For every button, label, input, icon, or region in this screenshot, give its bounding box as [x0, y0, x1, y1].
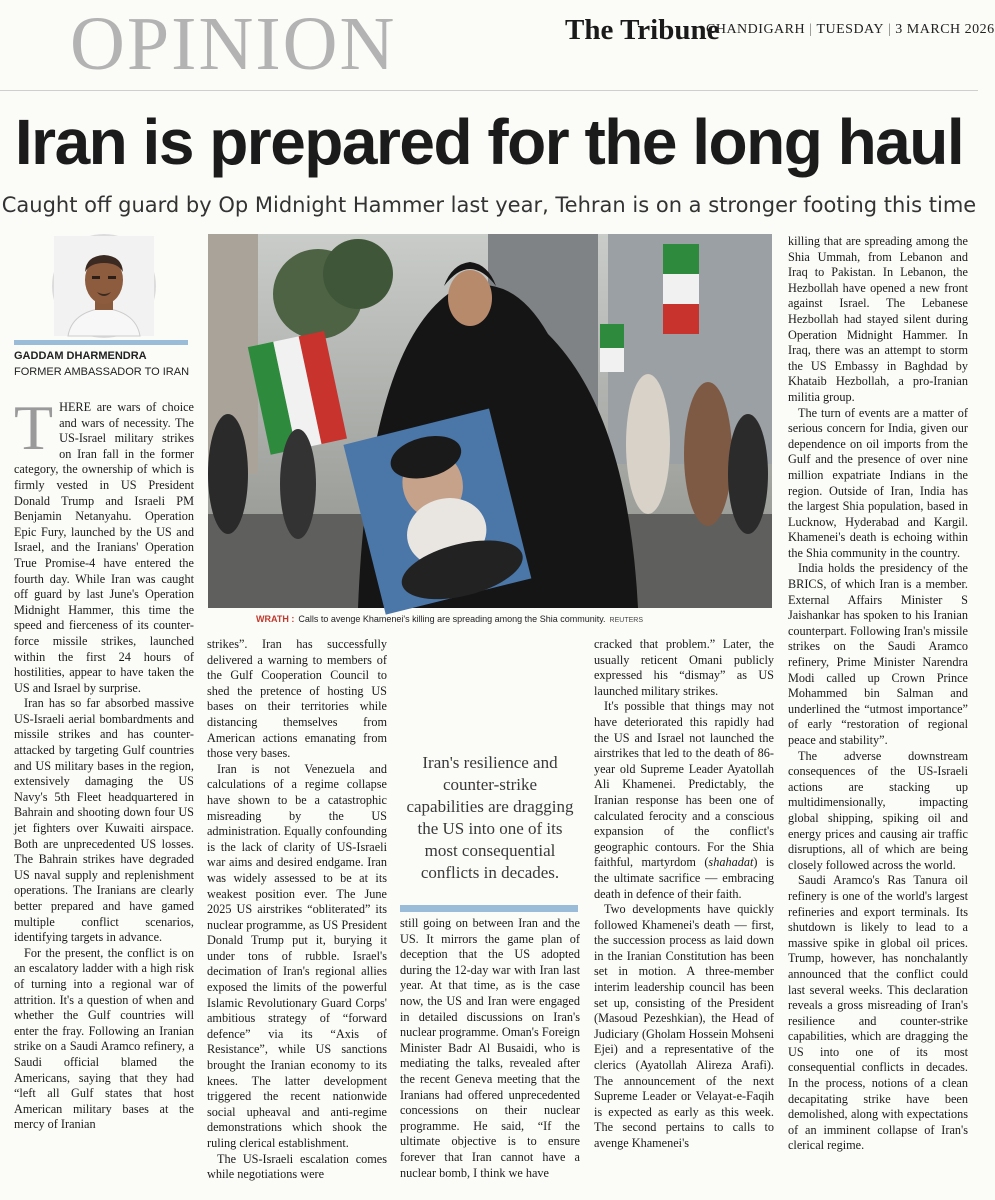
- paragraph: Two developments have quickly followed Khamenei's death — first, the succession process as laid down in the Iranian Constitution has been set in motion. A three-member interim leadership council has been set up, consisting of the President (Masoud Pezeshkian), the Head of Judiciary (Gholam Hossein Mohseni Ejei) and a representative of the clerics (Ayatollah Alireza Arafi). The announcement of the next Supreme Leader or Velayat-e-Faqih is expected as early as this week. The second pertains to calls to avenge Khamenei's: [594, 902, 774, 1150]
- photo-caption: [256, 611, 772, 629]
- article-column-3: [400, 916, 580, 1181]
- paragraph: The adverse downstream consequences of the US-Israeli actions are stacking up multidimensionally, impacting global shipping, spiking oil and energy prices and causing air traffic disruptions, all of which are being closely followed across the world.: [788, 748, 968, 872]
- paragraph: [14, 392, 194, 696]
- dateline: CHANDIGARH | TUESDAY | 3 MARCH 2026: [706, 22, 995, 37]
- caption-text: Calls to avenge Khamenei's killing are spreading among the Shia community.: [298, 614, 606, 624]
- author-role: FORMER AMBASSADOR TO IRAN: [14, 366, 190, 378]
- article-column-1: [14, 392, 194, 1133]
- paragraph-text: ) is the ultimate sacrifice — embracing death in defence of their faith.: [594, 855, 774, 901]
- article-column-2: [207, 637, 387, 1183]
- dateline-city: CHANDIGARH: [706, 22, 806, 37]
- paragraph: India holds the presidency of the BRICS, of which Iran is a member. External Affairs Minister S Jaishankar has spoken to his Iranian counterpart. Following Iran's missile strikes on the Saudi Aramco refinery, Prime Minister Narendra Modi called up Crown Prince Mohammed bin Salman and underlined the “utmost importance” of early “restoration of regional peace and stability”.: [788, 561, 968, 747]
- paragraph: Iran has so far absorbed massive US-Israeli aerial bombardments and missile strikes and has counter-attacked by targeting Gulf countries and US military bases in the region, extensively damaging the US Navy's 5th Fleet headquartered in Bahrain and shooting down four US jet fighters over Kuwaiti airspace. Both are unprecedented US losses. The Bahrain strikes have degraded US naval supply and replenishment operations. The Iranians are clearly better prepared and have gamed multiple conflict scenarios, identifying targets in advance.: [14, 696, 194, 945]
- paragraph: For the present, the conflict is on an escalatory ladder with a high risk of turning into a regional war of attrition. It's a question of when and whether the Gulf countries will enter the fray. Following an Iranian strike on a Saudi Aramco refinery, a Saudi official blamed the Americans, saying that they had “left all Gulf states that host American military bases at the mercy of Iranian: [14, 945, 194, 1132]
- paragraph: killing that are spreading among the Shia Ummah, from Lebanon and Iraq to Pakistan. In Lebanon, the Hezbollah have opened a new front against Israel. The Lebanese Hezbollah had stayed silent during Operation Midnight Hammer. In Iraq, there was an attempt to storm the US Embassy in Baghdad by Khataib Hezbollah, a pro-Iranian militia group.: [788, 234, 968, 404]
- dateline-date: 3 MARCH 2026: [895, 22, 995, 37]
- paragraph: strikes”. Iran has successfully delivered a warning to members of the Gulf Cooperation Council to shed the pretence of hosting US bases on their territories while distancing themselves from American actions emanating from those very bases.: [207, 637, 387, 761]
- author-divider: [14, 340, 188, 345]
- paragraph: cracked that problem.” Later, the usually reticent Omani publicly expressed his “dismay” as US launched military strikes.: [594, 637, 774, 698]
- masthead-divider: [0, 90, 978, 91]
- newspaper-logo: The Tribune: [565, 14, 720, 46]
- paragraph: The turn of events are a matter of serious concern for India, given our dependence on oil imports from the Gulf and the presence of over nine million expatriate Indians in the region. Outside of Iran, India has the largest Shia population, based in Lucknow, Hyderabad and Kargil. Khamenei's death is echoing within the Shia community in the country.: [788, 405, 968, 560]
- paragraph: still going on between Iran and the US. It mirrors the game plan of deception that the US adopted during the 12-day war with Iran last year. At that time, as is the case now, the US and Iran were engaged in detailed discussions on Iran's nuclear programme. Oman's Foreign Minister Badr Al Busaidi, who is mediating the talks, revealed after the recent Geneva meeting that the Iranians had offered unprecedented concessions on their nuclear programme. He said, “If the ultimate objective is to ensure forever that Iran cannot have a nuclear bomb, I think we have: [400, 916, 580, 1180]
- headline: Iran is prepared for the long haul: [14, 106, 964, 178]
- author-avatar: [52, 234, 156, 338]
- protest-photo-illustration: [208, 234, 772, 608]
- article-photo: [208, 234, 772, 608]
- drop-cap: T: [14, 392, 54, 463]
- section-title: OPINION: [70, 2, 397, 86]
- paragraph: [594, 699, 774, 902]
- pull-quote: Iran's resilience and counter-strike capabilities are dragging the US into one of its most consequential conflicts in decades.: [406, 753, 574, 882]
- standfirst: Caught off guard by Op Midnight Hammer last year, Tehran is on a stronger footing this time: [1, 193, 977, 217]
- dateline-day: TUESDAY: [816, 22, 884, 37]
- photo-credit: REUTERS: [609, 617, 643, 624]
- paragraph-text: HERE are wars of choice and wars of necessity. The US-Israel military strikes on Iran fall in the former category, the ownership of which is firmly vested in US President Donald Trump and Israeli PM Benjamin Netanyahu. Operation Epic Fury, launched by the US and Israel, and the Iranians' Operation True Promise-4 have entered the fourth day. While Iran was caught off guard by last June's Operation Midnight Hammer, this time the speed and fierceness of its counter-force missile strikes, launched within the first 24 hours of hostilities, appear to have taken the US and Israel by surprise.: [14, 400, 194, 695]
- paragraph: Saudi Aramco's Ras Tanura oil refinery is one of the world's largest refineries and export terminals. Its shutdown is likely to lead to a massive spike in global oil prices. Trump, however, has nonchalantly announced that the conflict could last several weeks. This declaration reveals a gross misreading of Iran's resilience and counter-strike capabilities, which are dragging the US into one of its most consequential conflicts in decades. In the process, notions of a clean decapitating strike have been demolished, along with expectations of an imminent collapse of Iran's clerical regime.: [788, 873, 968, 1153]
- paragraph-text: It's possible that things may not have deteriorated this rapidly had the US and Israel not launched the airstrikes that led to the death of 86-year old Supreme Leader Ayatollah Ali Khamenei. Predictably, the Iranian response has been one of calculated ferocity and a conscious expansion of the conflict's geographic contours. For the Shia faithful, martyrdom (: [594, 699, 774, 870]
- article-column-5: [788, 234, 968, 1154]
- paragraph: The US-Israeli escalation comes while negotiations were: [207, 1151, 387, 1182]
- author-name: GADDAM DHARMENDRA: [14, 350, 147, 362]
- paragraph: Iran is not Venezuela and calculations of a regime collapse have shown to be a catastrophic misreading by the US administration. Equally confounding is the lack of clarity of US-Israeli war aims and desired endgame. Iran was widely assessed to be at its weakest position ever. The June 2025 US airstrikes “obliterated” its nuclear programme, as US President Donald Trump put it, burying it under tons of rubble. Israel's decimation of Iran's regional allies exposed the limits of the powerful Islamic Revolutionary Guard Corps' ambitious strategy of “forward defence” via its “Axis of Resistance”, while US sanctions brought the Iranian economy to its knees. The latter development triggered the recent nationwide social upheaval and anti-regime demonstrations which shook the ruling clerical establishment.: [207, 761, 387, 1150]
- article-column-4: [594, 637, 774, 1152]
- emphasis-shahadat: shahadat: [708, 855, 754, 870]
- author-portrait: [54, 236, 154, 336]
- caption-lead: WRATH :: [256, 614, 295, 624]
- pull-quote-rule: [400, 905, 578, 912]
